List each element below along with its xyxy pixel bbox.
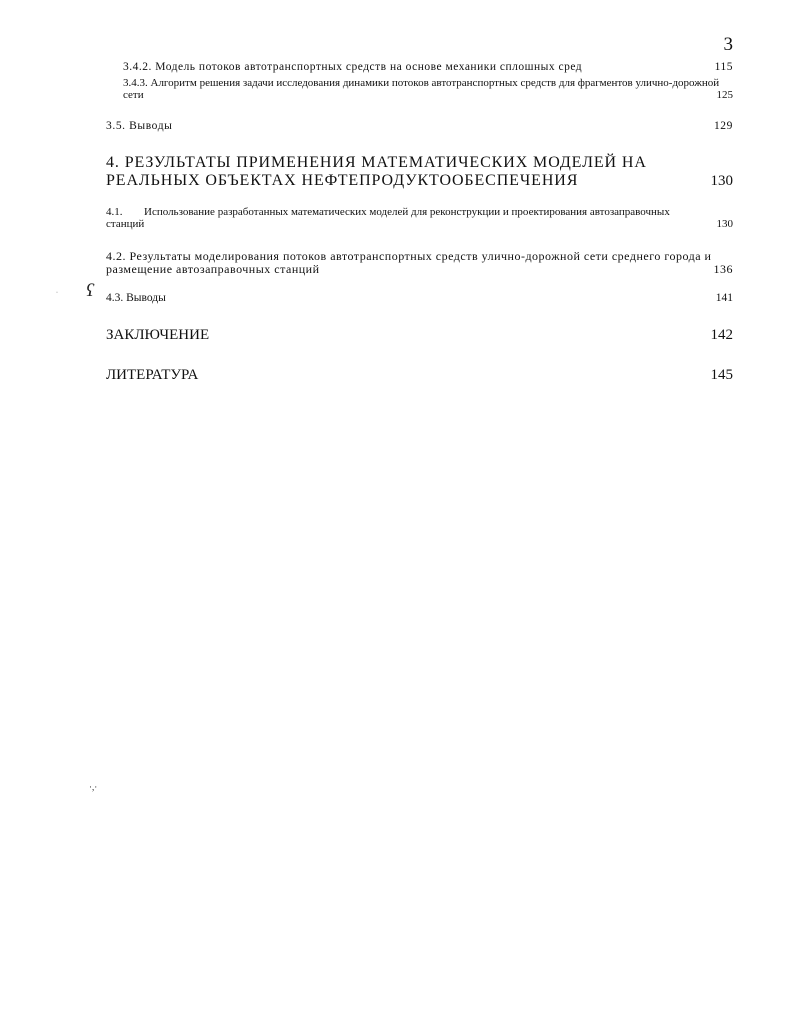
toc-entry-page: 130 <box>710 173 733 190</box>
toc-entry-conclusion[interactable] <box>106 328 733 344</box>
toc-entry-page: 136 <box>713 261 733 276</box>
toc-entry-page: 130 <box>716 217 733 230</box>
toc-entry-title: Использование разработанных математических моделей для реконструкции и проектирования автозаправочных станций <box>106 206 670 230</box>
toc-entry-title: 4.3. Выводы <box>106 292 166 304</box>
toc-entry-page: 141 <box>715 292 733 304</box>
toc-entry-4-3[interactable] <box>106 292 733 304</box>
page-number: 3 <box>723 34 733 55</box>
toc-entry-3-5[interactable] <box>106 120 733 132</box>
toc-entry-title: ЛИТЕРАТУРА <box>106 367 199 383</box>
toc-entry-page: 145 <box>710 367 733 383</box>
toc-entry-page: 142 <box>710 327 733 343</box>
scan-speck: ·,· <box>89 782 98 792</box>
toc-entry-page: 115 <box>714 61 733 73</box>
toc-entry-page: 129 <box>713 120 733 132</box>
toc-entry-3-4-3[interactable] <box>123 78 733 101</box>
toc-entry-title: 3.4.3. Алгоритм решения задачи исследования динамики потоков автотранспортных средств для фрагментов улично-дорожной сети <box>123 77 720 101</box>
toc-chapter-4[interactable] <box>106 154 733 190</box>
toc-entry-title: 4.2. Результаты моделирования потоков автотранспортных средств улично-дорожной сети среднего города и размещение автозаправочных станций <box>106 249 712 276</box>
toc-entry-title: 3.5. Выводы <box>106 120 173 132</box>
margin-mark: ʕ <box>86 280 94 300</box>
toc-entry-number: 4.1. <box>106 206 123 218</box>
toc-entry-3-4-2[interactable] <box>123 61 733 73</box>
toc-entry-title: ЗАКЛЮЧЕНИЕ <box>106 327 210 343</box>
toc-entry-literature[interactable] <box>106 368 733 384</box>
toc-entry-title: 3.4.2. Модель потоков автотранспортных средств на основе механики сплошных сред <box>123 61 583 73</box>
toc-entry-4-2[interactable] <box>106 250 733 275</box>
toc-entry-4-1[interactable] <box>106 207 733 230</box>
scan-speck: · <box>56 290 58 296</box>
toc-entry-page: 125 <box>716 88 733 101</box>
toc-chapter-title: 4. РЕЗУЛЬТАТЫ ПРИМЕНЕНИЯ МАТЕМАТИЧЕСКИХ МОДЕЛЕЙ НА РЕАЛЬНЫХ ОБЪЕКТАХ НЕФТЕПРОДУКТООБЕСПЕЧЕНИЯ <box>106 154 647 189</box>
